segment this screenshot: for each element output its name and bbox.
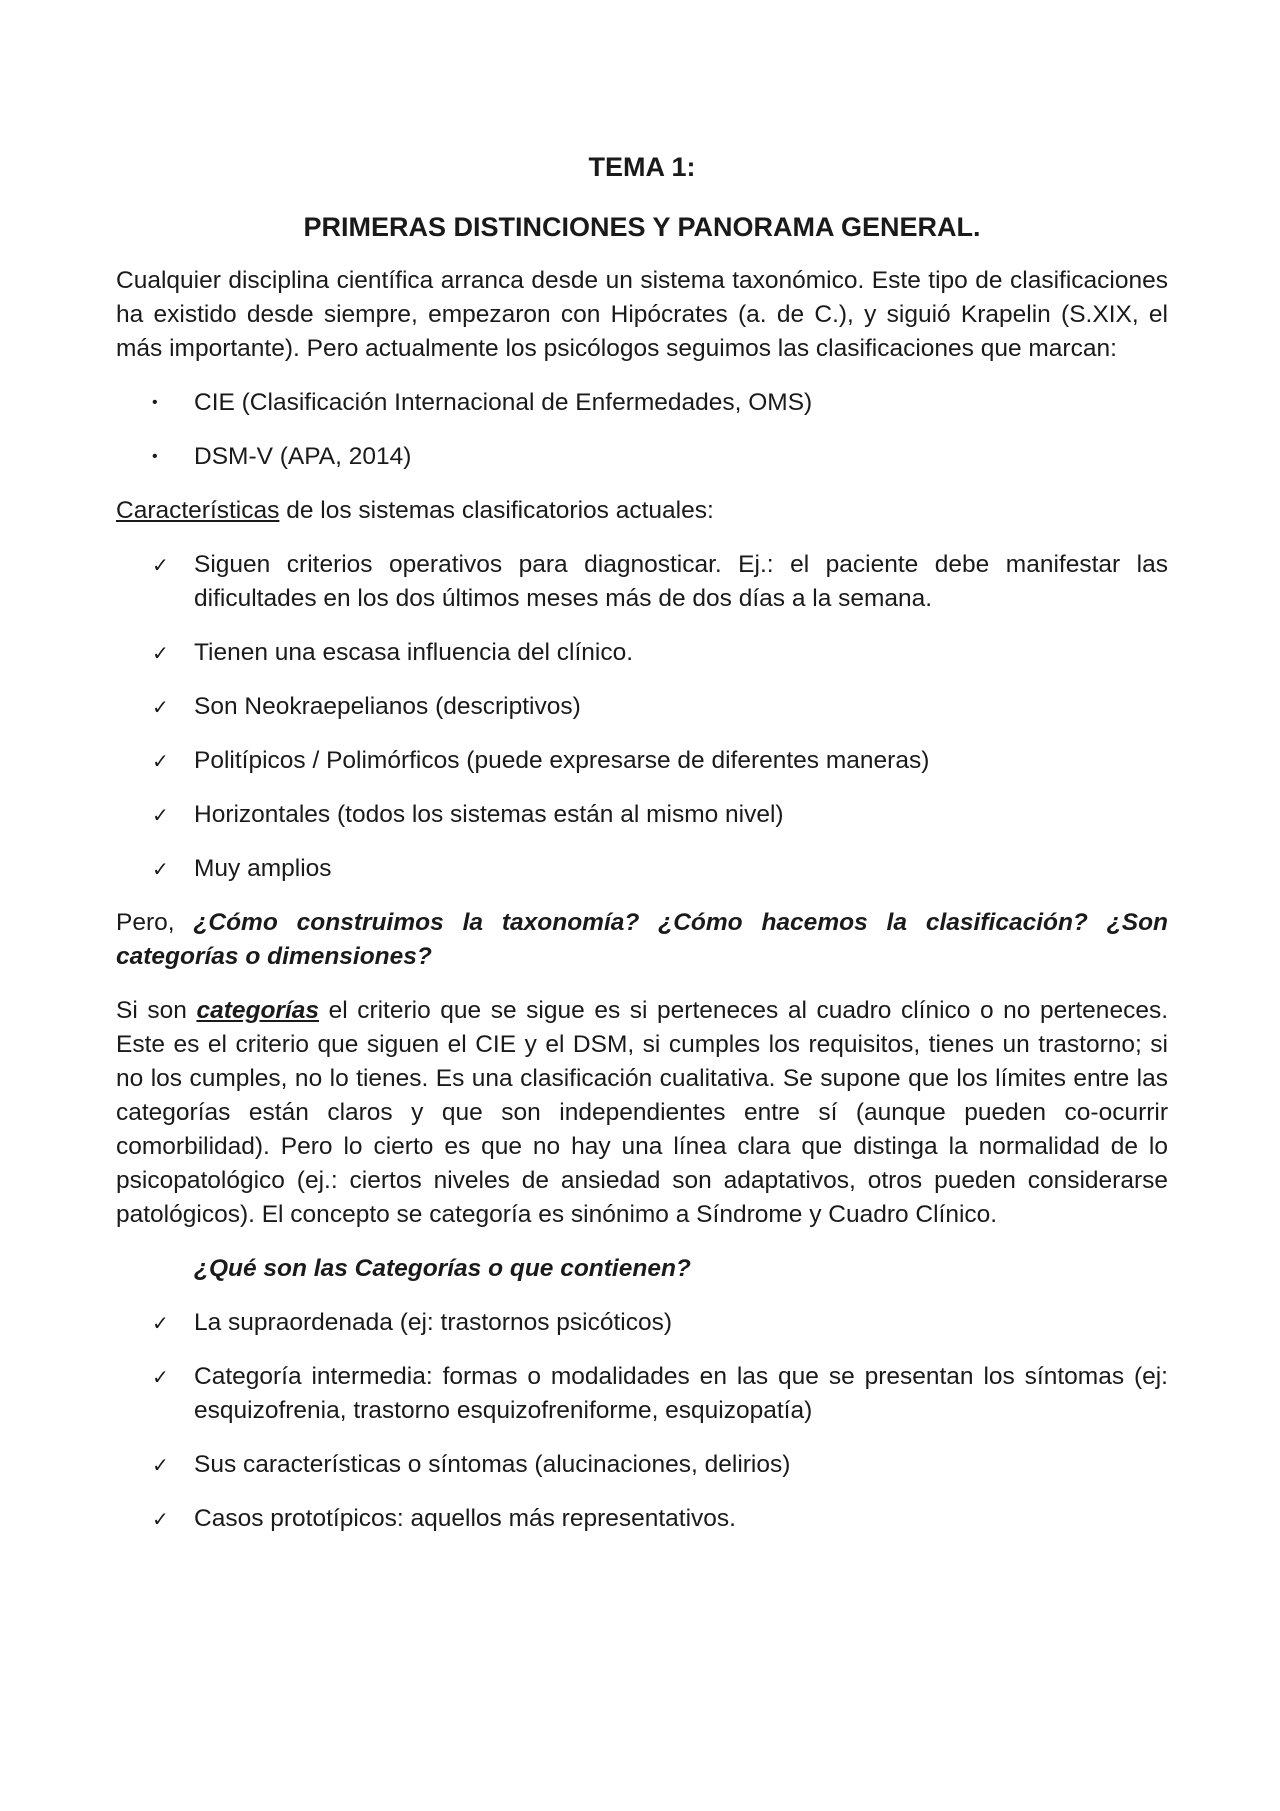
categories-paragraph xyxy=(116,994,1168,1232)
check-icon: ✓ xyxy=(152,749,169,773)
check-icon: ✓ xyxy=(152,641,169,665)
list-item-text: Categoría intermedia: formas o modalidades en las que se presentan los síntomas (ej: esquizofrenia, trastorno esquizofreniforme, esquizopatía) xyxy=(194,1363,1168,1424)
list-item-text: DSM-V (APA, 2014) xyxy=(194,443,412,470)
question-paragraph xyxy=(116,906,1168,974)
list-item-text: Tienen una escasa influencia del clínico. xyxy=(194,639,634,666)
intro-paragraph: Cualquier disciplina científica arranca desde un sistema taxonómico. Este tipo de clasificaciones ha existido desde siempre, empezaron con Hipócrates (a. de C.), y siguió Krapelin (S.XIX, el más importante). Pero actualmente los psicólogos seguimos las clasificaciones que marcan: xyxy=(116,267,1168,362)
check-icon: ✓ xyxy=(152,553,169,577)
categories-rest: el criterio que se sigue es si perteneces al cuadro clínico o no perteneces. Este es el criterio que siguen el CIE y el DSM, si cumples los requisitos, tienes un trastorno; si no los cumples, no lo tienes. Es una clasificación cualitativa. Se supone que los límites entre las categorías están claros y que son independientes entre sí (aunque pueden co-ocurrir comorbilidad). Pero lo cierto es que no hay una línea clara que distinga la normalidad de lo psicopatológico (ej.: ciertos niveles de ansiedad son adaptativos, otros pueden considerarse patológicos). El concepto se categoría es sinónimo a Síndrome y Cuadro Clínico. xyxy=(116,997,1168,1228)
list-item xyxy=(116,548,1168,616)
check-icon: ✓ xyxy=(152,1453,169,1477)
check-icon: ✓ xyxy=(152,1507,169,1531)
category-items-list xyxy=(116,1306,1168,1536)
bullet-icon: • xyxy=(152,448,158,465)
list-item xyxy=(116,1448,1168,1482)
question-text: ¿Cómo construimos la taxonomía? ¿Cómo hacemos la clasificación? ¿Son categorías o dimensiones? xyxy=(116,909,1168,970)
list-item-text: Casos prototípicos: aquellos más representativos. xyxy=(194,1505,736,1532)
bullet-icon: • xyxy=(152,394,158,411)
list-item xyxy=(116,852,1168,886)
characteristics-heading xyxy=(116,494,1168,528)
bullet-list xyxy=(116,386,1168,474)
list-item-text: CIE (Clasificación Internacional de Enfermedades, OMS) xyxy=(194,389,813,416)
list-item-text: Son Neokraepelianos (descriptivos) xyxy=(194,693,581,720)
list-item-text: Siguen criterios operativos para diagnosticar. Ej.: el paciente debe manifestar las dificultades en los dos últimos meses más de dos días a la semana. xyxy=(194,551,1168,612)
list-item xyxy=(116,636,1168,670)
list-item xyxy=(116,386,1168,420)
check-icon: ✓ xyxy=(152,695,169,719)
characteristics-list xyxy=(116,548,1168,886)
check-icon: ✓ xyxy=(152,857,169,881)
title-line-1: TEMA 1: xyxy=(588,152,696,182)
list-item-text: La supraordenada (ej: trastornos psicóticos) xyxy=(194,1309,673,1336)
question-lead: Pero, xyxy=(116,909,194,936)
list-item xyxy=(116,798,1168,832)
categories-keyword: categorías xyxy=(196,997,319,1024)
check-icon: ✓ xyxy=(152,1365,169,1389)
check-icon: ✓ xyxy=(152,803,169,827)
list-item-text: Politípicos / Polimórficos (puede expresarse de diferentes maneras) xyxy=(194,747,930,774)
list-item xyxy=(116,1360,1168,1428)
list-item-text: Horizontales (todos los sistemas están al mismo nivel) xyxy=(194,801,784,828)
list-item xyxy=(116,1502,1168,1536)
categories-lead: Si son xyxy=(116,997,197,1024)
subquestion-heading: ¿Qué son las Categorías o que contienen? xyxy=(194,1255,691,1282)
list-item xyxy=(116,1306,1168,1340)
document-page xyxy=(116,150,1168,1536)
list-item xyxy=(116,440,1168,474)
list-item xyxy=(116,690,1168,724)
list-item-text: Muy amplios xyxy=(194,855,332,882)
check-icon: ✓ xyxy=(152,1311,169,1335)
characteristics-rest: de los sistemas clasificatorios actuales: xyxy=(279,497,714,524)
characteristics-label: Características xyxy=(116,497,280,524)
list-item-text: Sus características o síntomas (alucinaciones, delirios) xyxy=(194,1451,791,1478)
list-item xyxy=(116,744,1168,778)
title-line-2: PRIMERAS DISTINCIONES Y PANORAMA GENERAL. xyxy=(303,212,981,242)
